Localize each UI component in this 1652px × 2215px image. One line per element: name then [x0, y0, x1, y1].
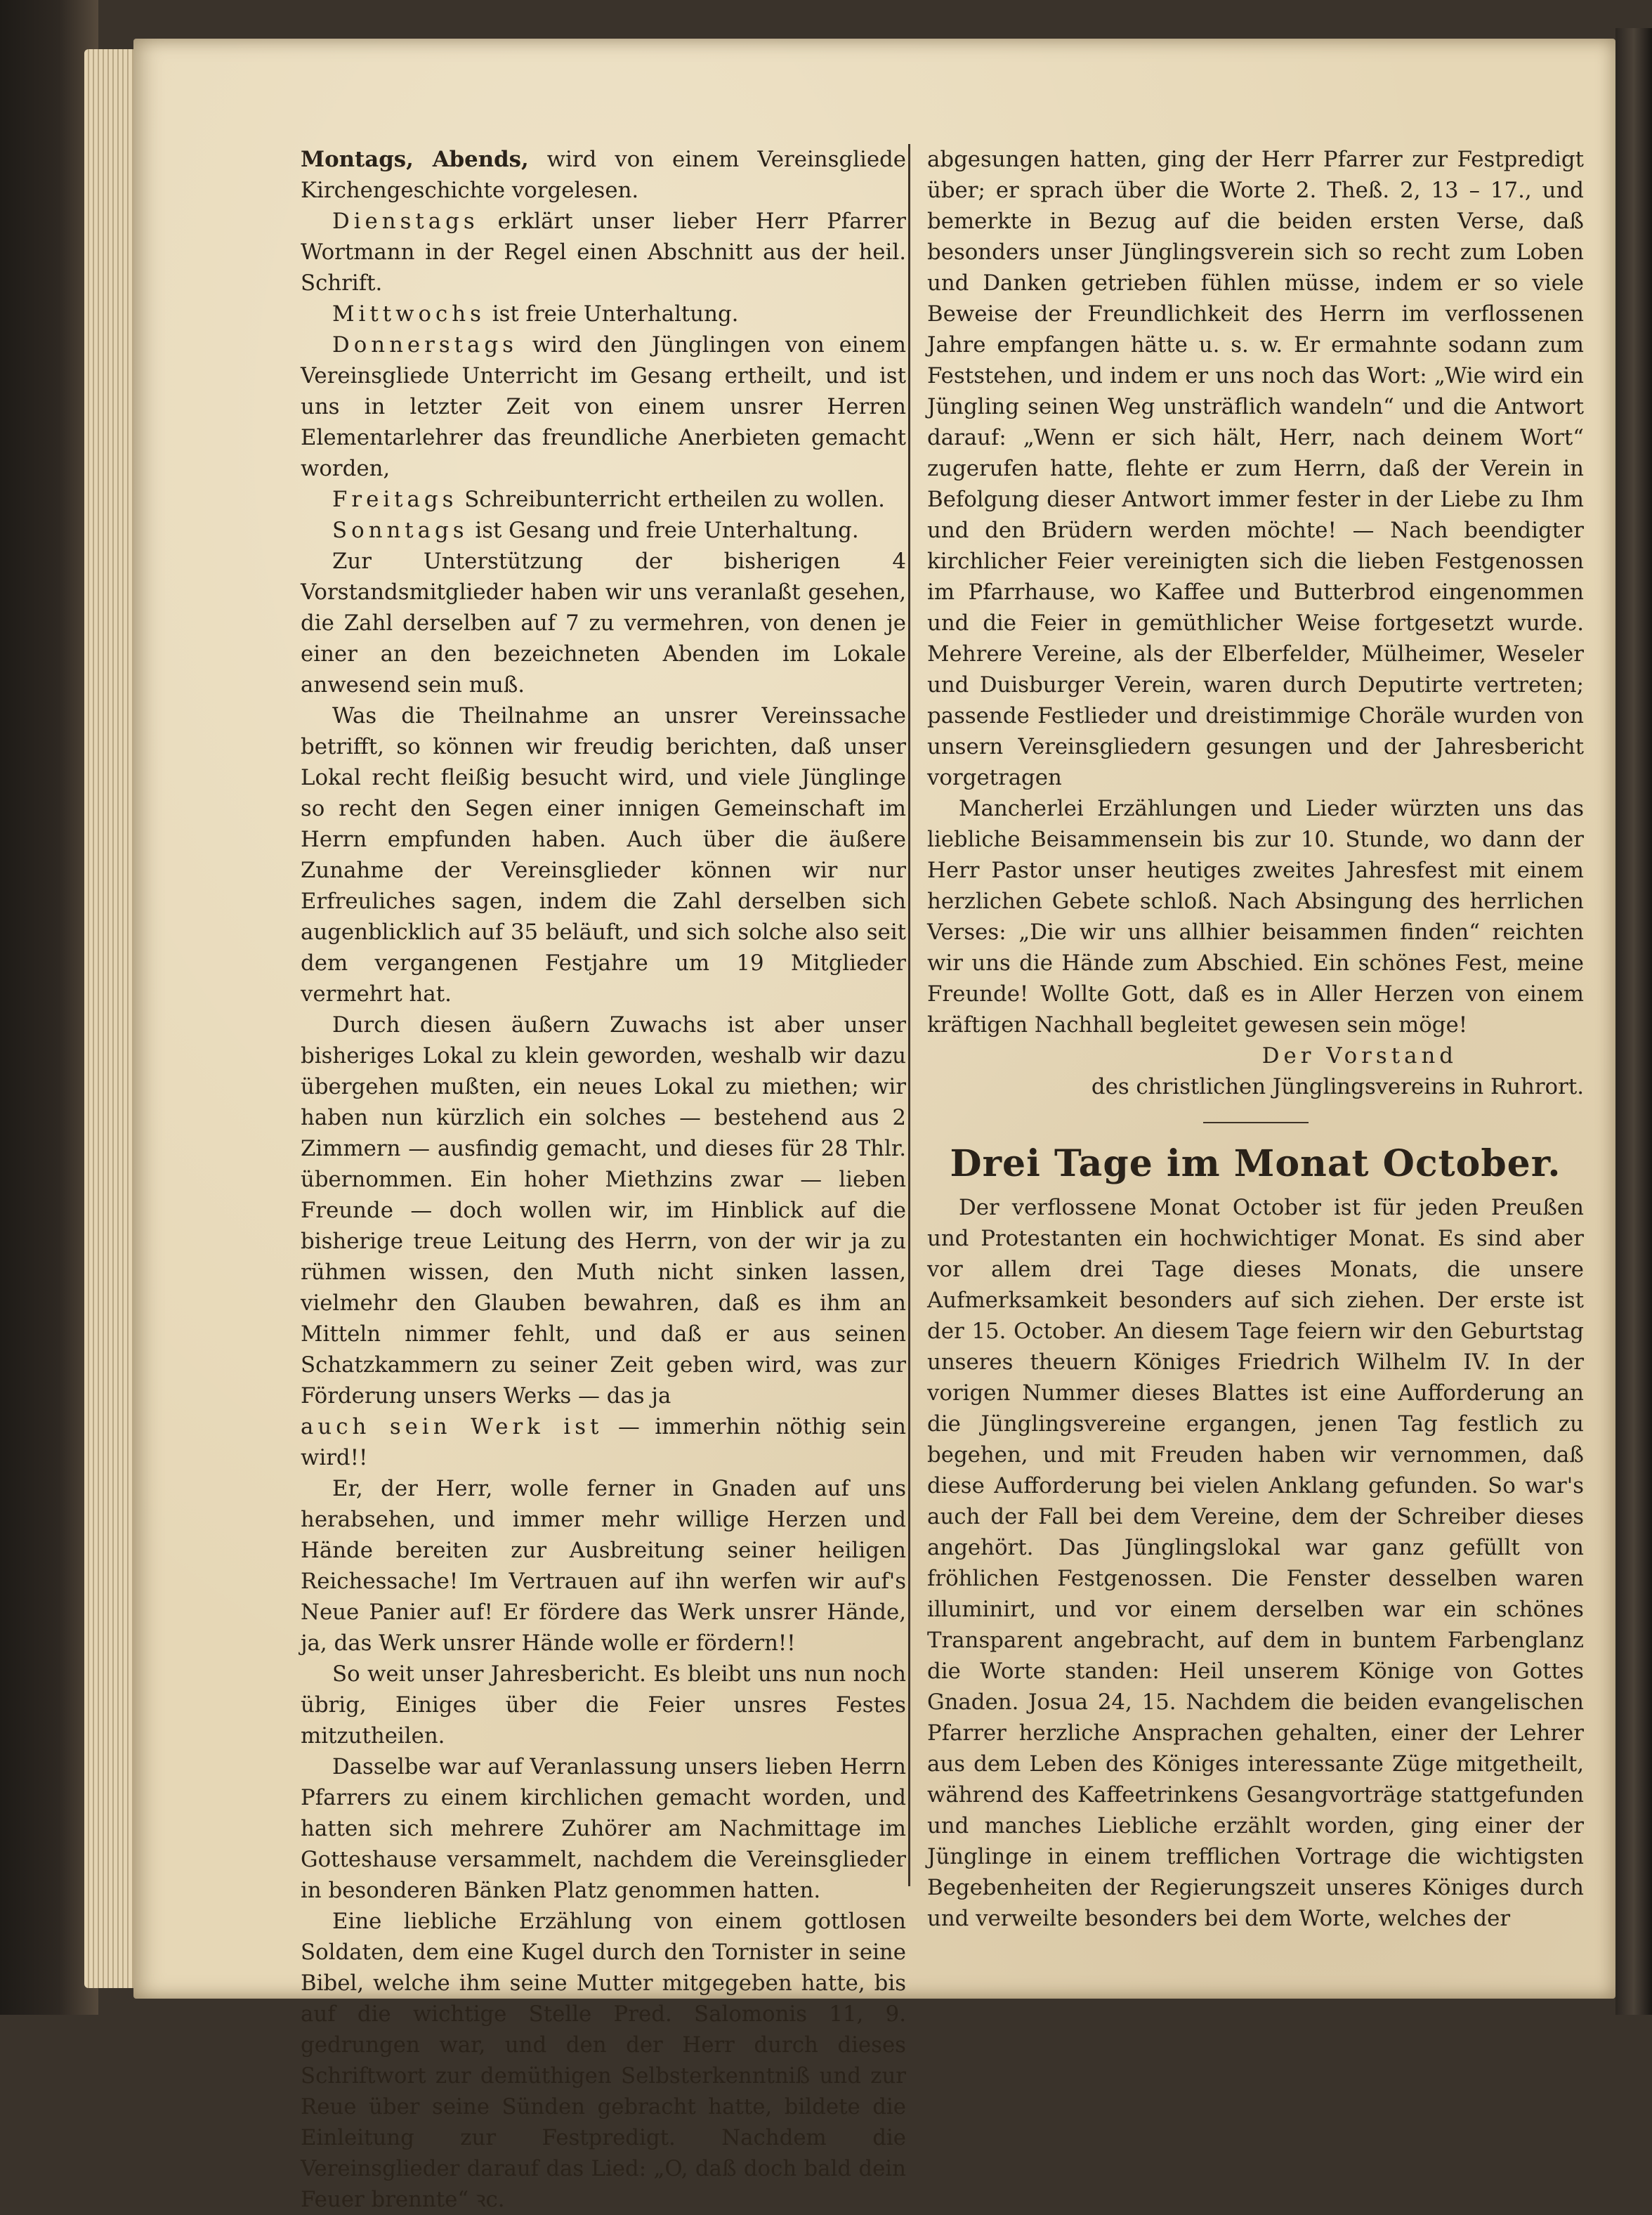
- section-rule: [1203, 1122, 1309, 1123]
- book-cover-edge: [1615, 28, 1652, 2015]
- paragraph-theilnahme: Was die Theilnahme an unsrer Vereinssache betrifft, so können wir freudig berichten, daß unser Lokal recht fleißig besucht wird, und viele Jünglinge so recht den Segen einer innigen Gemeinschaft im Herrn empfunden haben. Auch über die äußere Zunahme der Vereinsglieder können wir nur Erfreuliches sagen, indem die Zahl derselben sich augenblicklich auf 35 beläuft, und sich solche also seit dem vergangenen Festjahre um 19 Mitglieder vermehrt hat.: [301, 703, 906, 1007]
- paragraph-werk: auch sein Werk ist — immerhin nöthig sein wird!!: [301, 1414, 906, 1470]
- paragraph-herr: Er, der Herr, wolle ferner in Gnaden auf uns herabsehen, und immer mehr willige Herzen und Hände bereiten zur Ausbreitung seiner heiligen Reichessache! Im Vertrauen auf ihn werfen wir auf's Neue Panier auf! Er fördere das Werk unsrer Hände, ja, das Werk unsrer Hände wolle er fördern!!: [301, 1476, 906, 1656]
- paragraph-lokal: Durch diesen äußern Zuwachs ist aber unser bisheriges Lokal zu klein geworden, weshalb wir dazu übergehen mußten, ein neues Lokal zu miethen; wir haben nun kürzlich ein solches — bestehend aus 2 Zimmern — ausfindig gemacht, und dieses für 28 Thlr. übernommen. Ein hoher Miethzins zwar — lieben Freunde — doch wollen wir, im Hinblick auf die bisherige treue Leitung des Herrn, von der wir ja zu rühmen wissen, den Muth nicht sinken lassen, vielmehr den Glauben bewahren, daß es ihm an Mitteln nimmer fehlt, und daß er aus seinen Schatzkammern zu seiner Zeit geben wird, was zur Förderung unsers Werks — das ja: [301, 1012, 906, 1409]
- paragraph-vorstand: Zur Unterstützung der bisherigen 4 Vorstandsmitglieder haben wir uns veranlaßt gesehen, die Zahl derselben auf 7 zu vermehren, von denen je einer an den bezeichneten Abenden im Lokale anwesend sein muß.: [301, 549, 906, 698]
- left-column: [301, 144, 906, 2215]
- paragraph-dienstags: Dienstags erklärt unser lieber Herr Pfarrer Wortmann in der Regel einen Abschnitt aus der heil. Schrift.: [301, 209, 906, 296]
- paragraph-sonntags: Sonntags ist Gesang und freie Unterhaltung.: [332, 518, 859, 543]
- paragraph-montags: Montags, Abends, wird von einem Vereinsgliede Kirchengeschichte vorgelesen.: [301, 147, 907, 203]
- page-stack-edges: [84, 49, 140, 1988]
- book-binding: [0, 0, 98, 2015]
- paragraph-jahresbericht: So weit unser Jahresbericht. Es bleibt uns nun noch übrig, Einiges über die Feier unsres Festes mitzutheilen.: [301, 1661, 906, 1749]
- paragraph-donnerstags: Donnerstags wird den Jünglingen von einem Vereinsgliede Unterricht im Gesang ertheilt, und ist uns in letzter Zeit von einem unsrer Herren Elementarlehrer das freundliche Anerbieten gemacht worden,: [301, 332, 906, 481]
- paragraph-erzaehlung: Eine liebliche Erzählung von einem gottlosen Soldaten, dem eine Kugel durch den Tornister in seine Bibel, welche ihm seine Mutter mitgegeben hatte, bis auf die wichtige Stelle Pred. Salomonis 11, 9. gedrungen war, und den der Herr durch dieses Schriftwort zur demüthigen Selbsterkenntniß und zur Reue über seine Sünden gebracht hatte, bildete die Einleitung zur Festpredigt. Nachdem die Vereinsglieder darauf das Lied: „O, daß doch bald dein Feuer brennte“ ꝛc.: [301, 1909, 906, 2212]
- right-column: [927, 144, 1584, 1934]
- paragraph-mittwochs: Mittwochs ist freie Unterhaltung.: [332, 301, 739, 327]
- signature-organization: des christlichen Jünglingsvereins in Ruhrort.: [1091, 1074, 1584, 1099]
- paragraph-beisammensein: Mancherlei Erzählungen und Lieder würzten uns das liebliche Beisammensein bis zur 10. Stunde, wo dann der Herr Pastor unser heutiges zweites Jahresfest mit einem herzlichen Gebete schloß. Nach Absingung des herrlichen Verses: „Die wir uns allhier beisammen finden“ reichten wir uns die Hände zum Abschied. Ein schönes Fest, meine Freunde! Wollte Gott, daß es in Aller Herzen von einem kräftigen Nachhall begleitet gewesen sein möge!: [927, 796, 1584, 1038]
- paragraph-freitags: Freitags Schreibunterricht ertheilen zu wollen.: [332, 487, 885, 512]
- signature-title: Der Vorstand: [1261, 1043, 1457, 1069]
- paragraph-feier: Dasselbe war auf Veranlassung unsers lieben Herrn Pfarrers zu einem kirchlichen gemacht worden, und hatten sich mehrere Zuhörer am Nachmittage im Gotteshause versammelt, nachdem die Vereinsglieder in besonderen Bänken Platz genommen hatten.: [301, 1754, 906, 1903]
- article-title: Drei Tage im Monat October.: [950, 1142, 1561, 1185]
- column-divider: [908, 144, 910, 1886]
- paragraph-festpredigt: abgesungen hatten, ging der Herr Pfarrer zur Festpredigt über; er sprach über die Worte 2. Theß. 2, 13 – 17., und bemerkte in Bezug auf die beiden ersten Verse, daß besonders unser Jünglingsverein sich so recht zum Loben und Danken getrieben fühlen müsse, indem er so viele Beweise der Freundlichkeit des Herrn im verflossenen Jahre empfangen hätte u. s. w. Er ermahnte sodann zum Feststehen, und indem er uns noch das Wort: „Wie wird ein Jüngling seinen Weg unsträflich wandeln“ und die Antwort darauf: „Wenn er sich hält, Herr, nach deinem Wort“ zugerufen hatte, flehte er zum Herrn, daß der Verein in Befolgung dieser Antwort immer fester in der Liebe zu Ihm und den Brüdern werden möchte! — Nach beendigter kirchlicher Feier vereinigten sich die lieben Festgenossen im Pfarrhause, wo Kaffee und Butterbrod eingenommen und die Feier in gemüthlicher Weise fortgesetzt wurde. Mehrere Vereine, als der Elberfelder, Mülheimer, Weseler und Duisburger Verein, waren durch Deputirte vertreten; passende Festlieder und dreistimmige Choräle wurden von unsern Vereinsgliedern gesungen und der Jahresbericht vorgetragen: [927, 147, 1584, 790]
- article-body: Der verflossene Monat October ist für jeden Preußen und Protestanten ein hochwichtiger Monat. Es sind aber vor allem drei Tage dieses Monats, die unsere Aufmerksamkeit besonders auf sich ziehen. Der erste ist der 15. October. An diesem Tage feiern wir den Geburtstag unseres theuern Königes Friedrich Wilhelm IV. In der vorigen Nummer dieses Blattes ist eine Aufforderung an die Jünglingsvereine ergangen, jenen Tag festlich zu begehen, und mit Freuden haben wir vernommen, daß diese Aufforderung bei vielen Anklang gefunden. So war's auch der Fall bei dem Vereine, dem der Schreiber dieses angehört. Das Jünglingslokal war ganz gefüllt von fröhlichen Festgenossen. Die Fenster desselben waren illuminirt, und vor einem derselben war ein schönes Transparent angebracht, auf dem in buntem Farbenglanz die Worte standen: Heil unserem Könige von Gottes Gnaden. Josua 24, 15. Nachdem die beiden evangelischen Pfarrer herzliche Ansprachen gehalten, einer der Lehrer aus dem Leben des Königes interessante Züge mitgetheilt, während des Kaffeetrinkens Gesangvorträge stattgefunden und manches Liebliche erzählt worden, ging einer der Jünglinge in einem trefflichen Vortrage die wichtigsten Begebenheiten der Regierungszeit unseres Königes durch und verweilte besonders bei dem Worte, welches der: [927, 1195, 1584, 1931]
